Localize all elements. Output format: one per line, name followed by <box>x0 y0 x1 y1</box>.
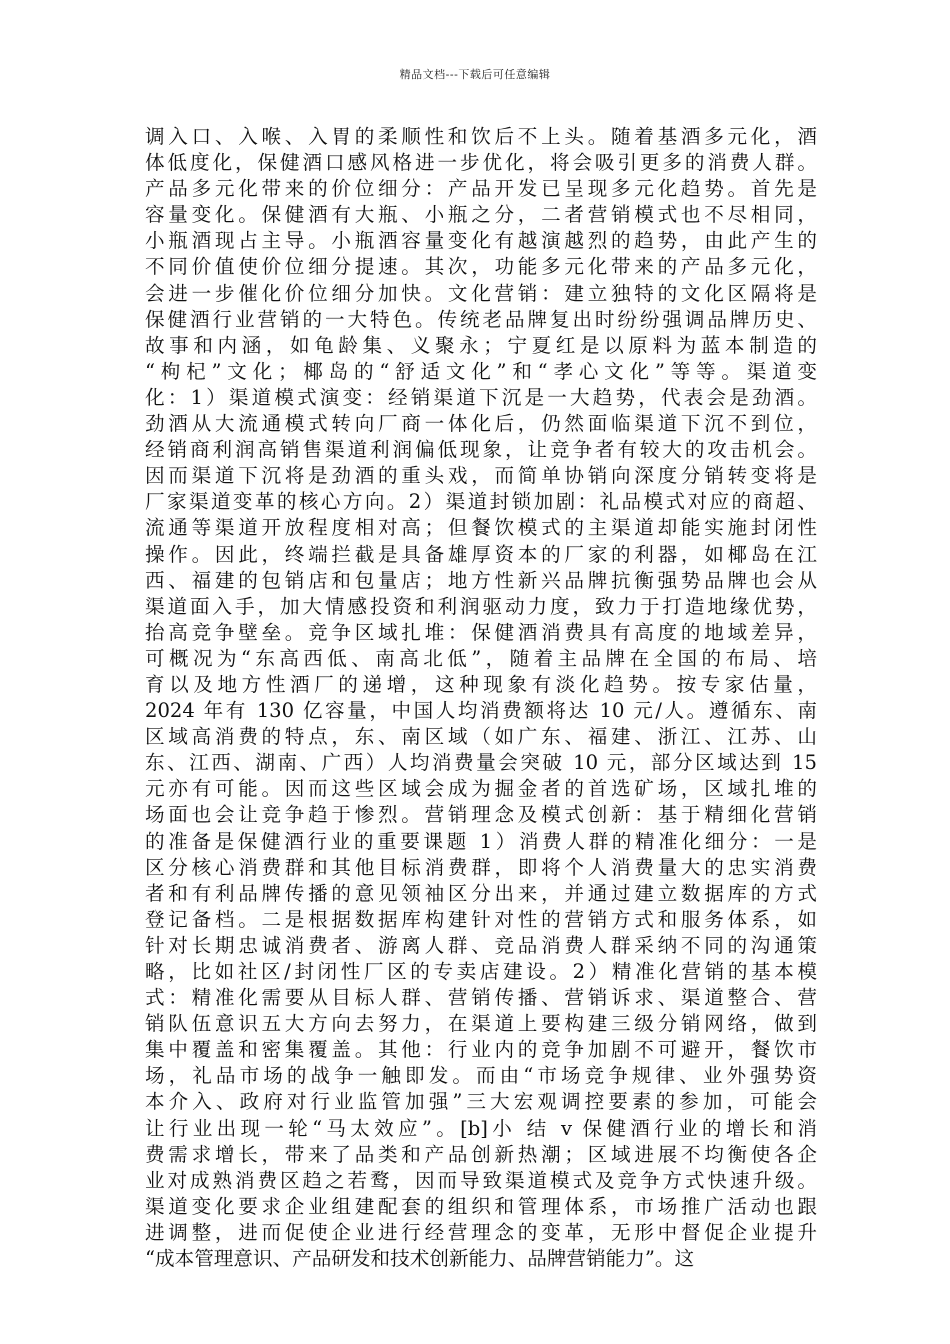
text-line: 式：精准化需要从目标人群、营销传播、营销诉求、渠道整合、营 <box>145 986 817 1010</box>
text-line: 故事和内涵，如龟龄集、义聚永；宁夏红是以原料为蓝本制造的 <box>145 333 817 357</box>
text-line: 让行业出现一轮“马太效应”。[b]小 结 v 保健酒行业的增长和消 <box>145 1116 817 1140</box>
text-line: 进调整，进而促使企业进行经营理念的变革，无形中督促企业提升 <box>145 1220 817 1244</box>
text-line: 的准备是保健酒行业的重要课题 1）消费人群的精准化细分：一是 <box>145 829 817 853</box>
text-line: 元亦有可能。因而这些区域会成为掘金者的首选矿场，区域扎堆的 <box>145 777 817 801</box>
page-header: 精品文档---下载后可任意编辑 <box>399 68 551 81</box>
text-line: “成本管理意识、产品研发和技术创新能力、品牌营销能力”。这 <box>145 1247 695 1271</box>
text-line: 渠道面入手，加大情感投资和利润驱动力度，致力于打造地缘优势， <box>145 594 817 618</box>
text-line: 育以及地方性酒厂的递增，这种现象有淡化趋势。按专家估量， <box>145 672 817 696</box>
text-line: “枸杞”文化；椰岛的“舒适文化”和“孝心文化”等等。渠道变 <box>145 359 817 383</box>
text-line: 者和有利品牌传播的意见领袖区分出来，并通过建立数据库的方式 <box>145 881 817 905</box>
text-line: 化：1）渠道模式演变：经销渠道下沉是一大趋势，代表会是劲酒。 <box>145 385 817 409</box>
text-line: 西、福建的包销店和包量店；地方性新兴品牌抗衡强势品牌也会从 <box>145 568 817 592</box>
text-line: 小瓶酒现占主导。小瓶酒容量变化有越演越烈的趋势，由此产生的 <box>145 229 817 253</box>
text-line: 区分核心消费群和其他目标消费群，即将个人消费量大的忠实消费 <box>145 855 817 879</box>
text-line: 集中覆盖和密集覆盖。其他：行业内的竞争加剧不可避开，餐饮市 <box>145 1038 817 1062</box>
text-line: 针对长期忠诚消费者、游离人群、竞品消费人群采纳不同的沟通策 <box>145 933 817 957</box>
text-line: 业对成熟消费区趋之若鹜，因而导致渠道模式及竞争方式快速升级。 <box>145 1168 817 1192</box>
text-line: 登记备档。二是根据数据库构建针对性的营销方式和服务体系，如 <box>145 907 817 931</box>
text-line: 经销商利润高销售渠道利润偏低现象，让竞争者有较大的攻击机会。 <box>145 438 817 462</box>
text-line: 会进一步催化价位细分加快。文化营销：建立独特的文化区隔将是 <box>145 281 817 305</box>
text-line: 不同价值使价位细分提速。其次，功能多元化带来的产品多元化， <box>145 255 817 279</box>
text-line: 区域高消费的特点，东、南区域（如广东、福建、浙江、江苏、山 <box>145 725 817 749</box>
text-line: 厂家渠道变革的核心方向。2）渠道封锁加剧：礼品模式对应的商超、 <box>145 490 817 514</box>
text-line: 东、江西、湖南、广西）人均消费量会突破 10 元，部分区域达到 15 <box>145 751 817 775</box>
text-line: 场，礼品市场的战争一触即发。而由“市场竞争规律、业外强势资 <box>145 1064 817 1088</box>
text-line: 劲酒从大流通模式转向厂商一体化后，仍然面临渠道下沉不到位， <box>145 412 817 436</box>
text-line: 抬高竞争壁垒。竞争区域扎堆：保健酒消费具有高度的地域差异， <box>145 620 817 644</box>
text-line: 2024 年有 130 亿容量，中国人均消费额将达 10 元/人。遵循东、南 <box>145 699 817 723</box>
body-paragraph <box>145 124 817 1272</box>
text-line: 销队伍意识五大方向去努力，在渠道上要构建三级分销网络，做到 <box>145 1012 817 1036</box>
text-line: 本介入、政府对行业监管加强”三大宏观调控要素的参加，可能会 <box>145 1090 817 1114</box>
text-line: 流通等渠道开放程度相对高；但餐饮模式的主渠道却能实施封闭性 <box>145 516 817 540</box>
text-line: 操作。因此，终端拦截是具备雄厚资本的厂家的利器，如椰岛在江 <box>145 542 817 566</box>
text-line: 渠道变化要求企业组建配套的组织和管理体系，市场推广活动也跟 <box>145 1194 817 1218</box>
text-line: 略，比如社区/封闭性厂区的专卖店建设。2）精准化营销的基本模 <box>145 960 817 983</box>
text-line: 容量变化。保健酒有大瓶、小瓶之分，二者营销模式也不尽相同， <box>145 203 817 227</box>
text-line: 场面也会让竞争趋于惨烈。营销理念及模式创新：基于精细化营销 <box>145 803 817 827</box>
text-line: 保健酒行业营销的一大特色。传统老品牌复出时纷纷强调品牌历史、 <box>145 307 817 331</box>
text-line: 调入口、入喉、入胃的柔顺性和饮后不上头。随着基酒多元化，酒 <box>145 125 817 148</box>
text-line: 体低度化，保健酒口感风格进一步优化，将会吸引更多的消费人群。 <box>145 151 817 175</box>
text-line: 产品多元化带来的价位细分：产品开发已呈现多元化趋势。首先是 <box>145 177 817 201</box>
text-line: 费需求增长，带来了品类和产品创新热潮；区域进展不均衡使各企 <box>145 1142 817 1166</box>
text-line: 可概况为“东高西低、南高北低”，随着主品牌在全国的布局、培 <box>145 646 817 670</box>
text-line: 因而渠道下沉将是劲酒的重头戏，而简单协销向深度分销转变将是 <box>145 464 817 488</box>
